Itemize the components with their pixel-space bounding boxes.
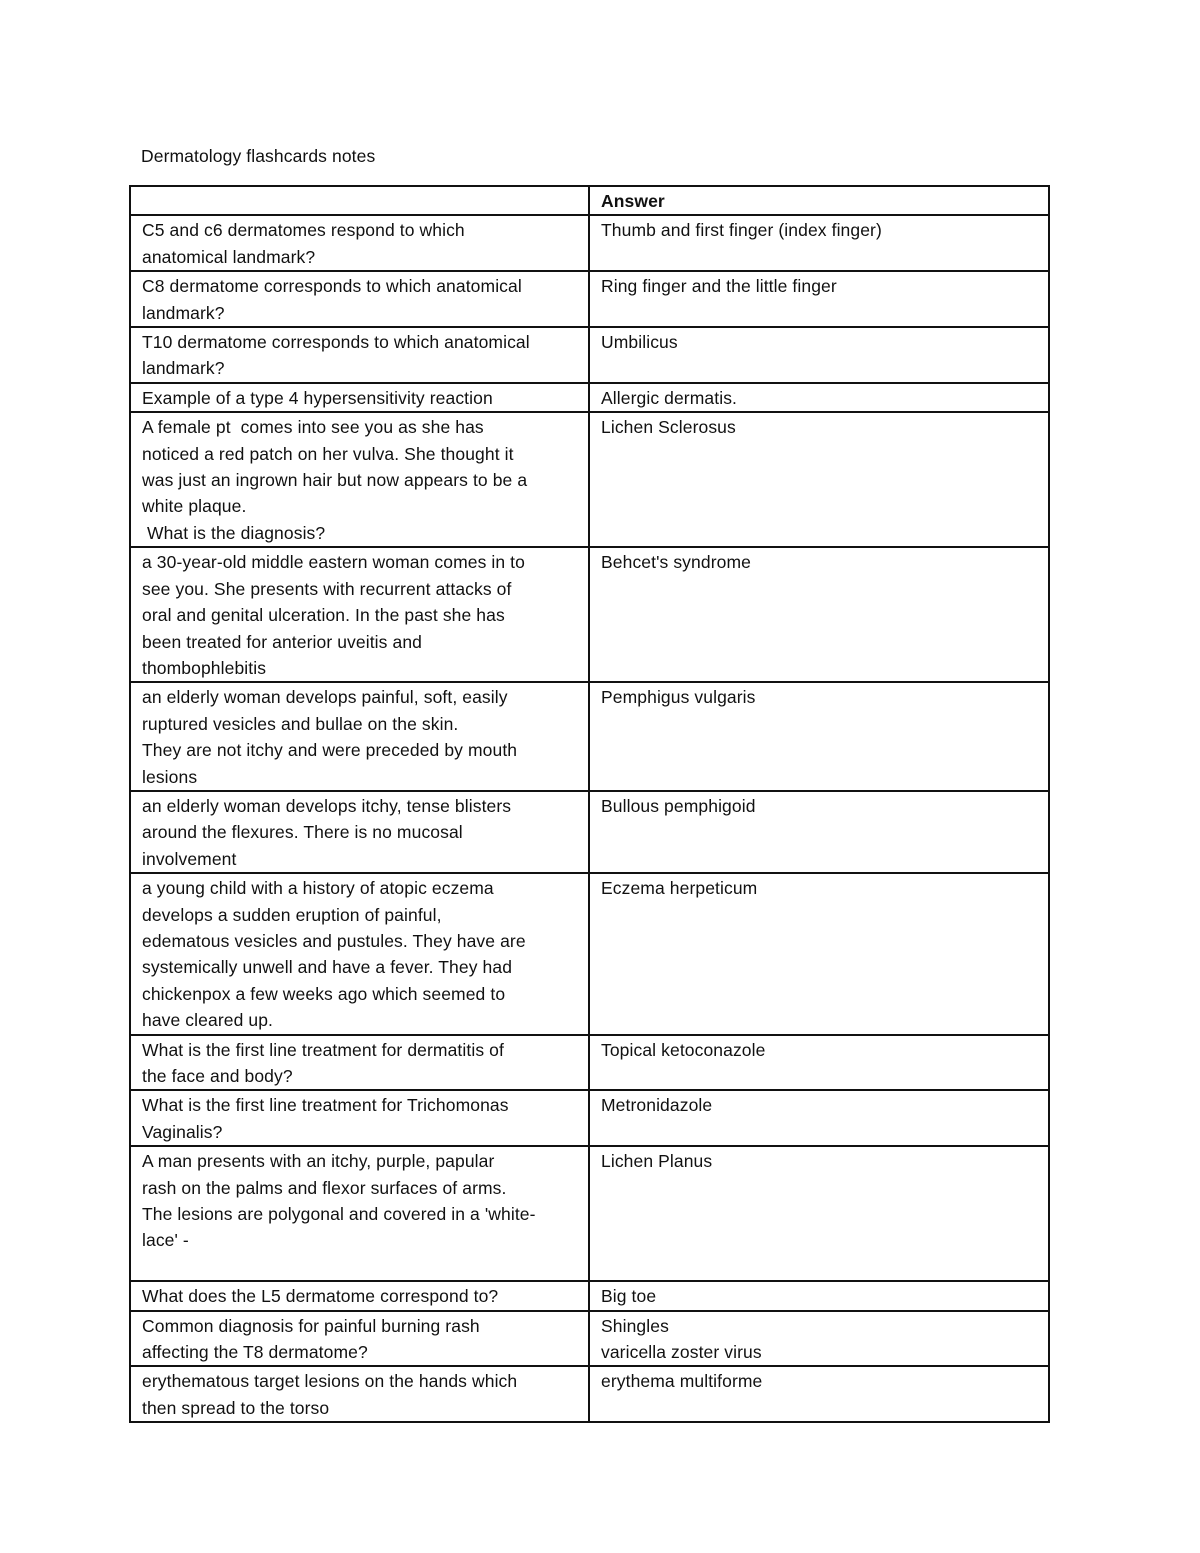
question-cell: Example of a type 4 hypersensitivity reaction	[130, 383, 589, 412]
question-cell: C5 and c6 dermatomes respond to which anatomical landmark?	[130, 215, 589, 271]
answer-cell: Lichen Sclerosus	[589, 412, 1049, 547]
table-row	[130, 271, 1049, 327]
question-cell: What is the first line treatment for Trichomonas Vaginalis?	[130, 1090, 589, 1146]
question-cell: a young child with a history of atopic eczema develops a sudden eruption of painful, edematous vesicles and pustules. They have are systemically unwell and have a fever. They had chickenpox a few weeks ago which seemed to have cleared up.	[130, 873, 589, 1034]
question-cell: C8 dermatome corresponds to which anatomical landmark?	[130, 271, 589, 327]
table-row	[130, 682, 1049, 791]
question-cell: erythematous target lesions on the hands which then spread to the torso	[130, 1366, 589, 1422]
table-row	[130, 1366, 1049, 1422]
answer-cell: Lichen Planus	[589, 1146, 1049, 1281]
answer-cell: erythema multiforme	[589, 1366, 1049, 1422]
table-row	[130, 383, 1049, 412]
question-cell: Common diagnosis for painful burning rash affecting the T8 dermatome?	[130, 1311, 589, 1367]
table-row	[130, 1090, 1049, 1146]
question-cell: an elderly woman develops itchy, tense blisters around the flexures. There is no mucosal involvement	[130, 791, 589, 873]
answer-cell: Metronidazole	[589, 1090, 1049, 1146]
answer-column-header: Answer	[589, 186, 1049, 215]
answer-cell: Big toe	[589, 1281, 1049, 1310]
table-row	[130, 327, 1049, 383]
table-row	[130, 873, 1049, 1034]
table-row	[130, 215, 1049, 271]
question-cell: T10 dermatome corresponds to which anatomical landmark?	[130, 327, 589, 383]
table-row	[130, 1281, 1049, 1310]
flashcards-table	[129, 185, 1050, 1423]
answer-cell: Allergic dermatis.	[589, 383, 1049, 412]
answer-cell: Thumb and first finger (index finger)	[589, 215, 1049, 271]
answer-cell: Behcet's syndrome	[589, 547, 1049, 682]
page-title: Dermatology flashcards notes	[141, 146, 376, 166]
question-cell: What is the first line treatment for dermatitis of the face and body?	[130, 1035, 589, 1091]
question-column-header	[130, 186, 589, 215]
answer-cell: Bullous pemphigoid	[589, 791, 1049, 873]
answer-cell: Eczema herpeticum	[589, 873, 1049, 1034]
table-row	[130, 412, 1049, 547]
table-row	[130, 547, 1049, 682]
question-cell: A female pt comes into see you as she has noticed a red patch on her vulva. She thought it was just an ingrown hair but now appears to be a white plaque. What is the diagnosis?	[130, 412, 589, 547]
question-cell: an elderly woman develops painful, soft, easily ruptured vesicles and bullae on the skin. They are not itchy and were preceded by mouth lesions	[130, 682, 589, 791]
table-row	[130, 1035, 1049, 1091]
question-cell: a 30-year-old middle eastern woman comes in to see you. She presents with recurrent attacks of oral and genital ulceration. In the past she has been treated for anterior uveitis and thombophlebitis	[130, 547, 589, 682]
question-cell: A man presents with an itchy, purple, papular rash on the palms and flexor surfaces of arms. The lesions are polygonal and covered in a 'white- lace' -	[130, 1146, 589, 1281]
answer-cell: Ring finger and the little finger	[589, 271, 1049, 327]
answer-cell: Shingles varicella zoster virus	[589, 1311, 1049, 1367]
table-header-row	[130, 186, 1049, 215]
table-row	[130, 1146, 1049, 1281]
question-cell: What does the L5 dermatome correspond to?	[130, 1281, 589, 1310]
answer-cell: Topical ketoconazole	[589, 1035, 1049, 1091]
table-row	[130, 791, 1049, 873]
answer-cell: Pemphigus vulgaris	[589, 682, 1049, 791]
table-row	[130, 1311, 1049, 1367]
answer-cell: Umbilicus	[589, 327, 1049, 383]
